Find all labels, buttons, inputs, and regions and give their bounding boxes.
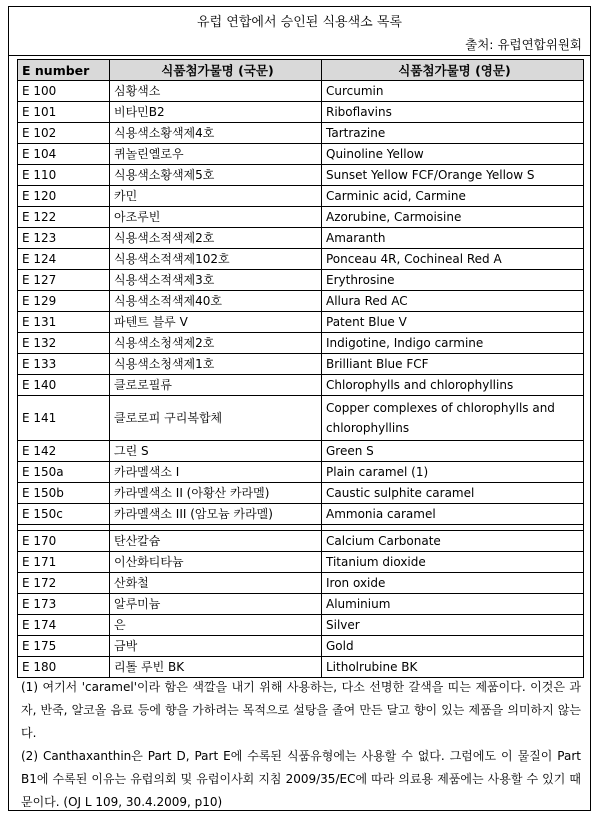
cell-korean-name: 클로로필류 [110,375,322,396]
table-row [18,207,584,228]
cell-e-number: E 170 [18,531,110,552]
cell-e-number: E 140 [18,375,110,396]
cell-english-name: Calcium Carbonate [322,531,584,552]
table-row [18,657,584,678]
table-row [18,552,584,573]
cell-korean-name: 비타민B2 [110,102,322,123]
cell-e-number: E 127 [18,270,110,291]
footnote-2: (2) Canthaxanthin은 Part D, Part E에 수록된 식품유형에는 사용할 수 없다. 그럼에도 이 물질이 Part B1에 수록된 이유는 유럽의회 및 유럽이사회 지침 2009/35/EC에 따라 의료용 제품에는 사용할 수 있기 때문이다. (OJ L 109, 30.4.2009, p10) [21,749,581,809]
table-row [18,228,584,249]
table-row [18,615,584,636]
cell-english-name: Litholrubine BK [322,657,584,678]
cell-korean-name: 리톨 루빈 BK [110,657,322,678]
cell-korean-name: 식용색소청색제2호 [110,333,322,354]
cell-e-number: E 150a [18,462,110,483]
cell-e-number: E 104 [18,144,110,165]
table-row [18,81,584,102]
table-row [18,186,584,207]
cell-english-name: Sunset Yellow FCF/Orange Yellow S [322,165,584,186]
cell-english-name: Carminic acid, Carmine [322,186,584,207]
cell-korean-name: 식용색소청색제1호 [110,354,322,375]
table-row [18,573,584,594]
cell-e-number: E 142 [18,441,110,462]
cell-korean-name: 그린 S [110,441,322,462]
cell-english-name: Quinoline Yellow [322,144,584,165]
cell-e-number: E 171 [18,552,110,573]
table-row [18,144,584,165]
table-row [18,291,584,312]
cell-english-name: Iron oxide [322,573,584,594]
cell-e-number: E 133 [18,354,110,375]
cell-english-name: Titanium dioxide [322,552,584,573]
cell-korean-name: 카민 [110,186,322,207]
cell-english-name: Caustic sulphite caramel [322,483,584,504]
document-title: 유럽 연합에서 승인된 식용색소 목록 [197,15,402,30]
cell-korean-name: 식용색소적색제2호 [110,228,322,249]
cell-english-name: Brilliant Blue FCF [322,354,584,375]
table-row [18,531,584,552]
cell-korean-name: 은 [110,615,322,636]
footnotes [21,676,581,814]
cell-e-number: E 180 [18,657,110,678]
cell-korean-name: 알루미늄 [110,594,322,615]
table-row [18,312,584,333]
table-row [18,270,584,291]
table-header-row [18,60,584,81]
cell-e-number: E 175 [18,636,110,657]
cell-e-number: E 122 [18,207,110,228]
cell-english-name: Tartrazine [322,123,584,144]
document-frame [8,6,591,811]
cell-korean-name: 탄산칼슘 [110,531,322,552]
cell-english-name: Chlorophylls and chlorophyllins [322,375,584,396]
cell-english-name: Azorubine, Carmoisine [322,207,584,228]
header-english-name: 식품첨가물명 (영문) [322,60,584,81]
cell-korean-name: 이산화티타늄 [110,552,322,573]
cell-e-number: E 173 [18,594,110,615]
cell-english-name: Amaranth [322,228,584,249]
cell-korean-name: 식용색소황색제5호 [110,165,322,186]
cell-e-number: E 124 [18,249,110,270]
cell-english-name: Green S [322,441,584,462]
cell-korean-name: 심황색소 [110,81,322,102]
cell-english-name: Indigotine, Indigo carmine [322,333,584,354]
table-row [18,462,584,483]
table-row [18,123,584,144]
cell-english-name: Silver [322,615,584,636]
table-row [18,354,584,375]
cell-e-number: E 110 [18,165,110,186]
cell-english-name: Copper complexes of chlorophylls and chlorophyllins [322,396,584,441]
table-row [18,333,584,354]
cell-korean-name: 식용색소적색제3호 [110,270,322,291]
cell-e-number: E 100 [18,81,110,102]
cell-e-number: E 150c [18,504,110,525]
cell-english-name: Ammonia caramel [322,504,584,525]
cell-e-number: E 102 [18,123,110,144]
cell-e-number: E 120 [18,186,110,207]
cell-english-name: Ponceau 4R, Cochineal Red A [322,249,584,270]
cell-korean-name: 카라멜색소 I [110,462,322,483]
cell-e-number: E 131 [18,312,110,333]
table-row [18,249,584,270]
title-divider [9,55,590,56]
table-row [18,441,584,462]
cell-english-name: Patent Blue V [322,312,584,333]
cell-korean-name: 클로로피 구리복합체 [110,396,322,441]
cell-korean-name: 식용색소적색제102호 [110,249,322,270]
cell-e-number: E 123 [18,228,110,249]
table-row [18,375,584,396]
table-row [18,636,584,657]
table-row [18,165,584,186]
cell-korean-name: 파텐트 블루 V [110,312,322,333]
cell-e-number: E 141 [18,396,110,441]
source-note: 출처: 유럽연합위원회 [465,37,582,52]
header-e-number: E number [18,60,110,81]
table-row [18,483,584,504]
cell-e-number: E 172 [18,573,110,594]
cell-english-name: Curcumin [322,81,584,102]
cell-e-number: E 132 [18,333,110,354]
cell-e-number: E 150b [18,483,110,504]
cell-e-number: E 101 [18,102,110,123]
table-row [18,396,584,441]
table-row [18,102,584,123]
header-korean-name: 식품첨가물명 (국문) [110,60,322,81]
cell-english-name: Allura Red AC [322,291,584,312]
cell-korean-name: 퀴놀린옐로우 [110,144,322,165]
cell-english-name: Riboflavins [322,102,584,123]
cell-english-name: Erythrosine [322,270,584,291]
cell-korean-name: 아조루빈 [110,207,322,228]
cell-korean-name: 식용색소적색제40호 [110,291,322,312]
cell-e-number: E 174 [18,615,110,636]
cell-english-name: Aluminium [322,594,584,615]
cell-english-name: Gold [322,636,584,657]
food-color-table [17,59,584,678]
cell-korean-name: 식용색소황색제4호 [110,123,322,144]
cell-e-number: E 129 [18,291,110,312]
table-row [18,504,584,525]
cell-korean-name: 카라멜색소 II (아황산 카라멜) [110,483,322,504]
cell-english-name: Plain caramel (1) [322,462,584,483]
cell-korean-name: 금박 [110,636,322,657]
cell-korean-name: 산화철 [110,573,322,594]
cell-korean-name: 카라멜색소 III (암모늄 카라멜) [110,504,322,525]
table-row [18,594,584,615]
footnote-1: (1) 여기서 'caramel'이라 함은 색깔을 내기 위해 사용하는, 다소 선명한 갈색을 띠는 제품이다. 이것은 과자, 반죽, 알코올 음료 등에 향을 가하려는 목적으로 설탕을 졸여 만든 달고 향이 있는 제품을 의미하지 않는다. [21,680,581,740]
